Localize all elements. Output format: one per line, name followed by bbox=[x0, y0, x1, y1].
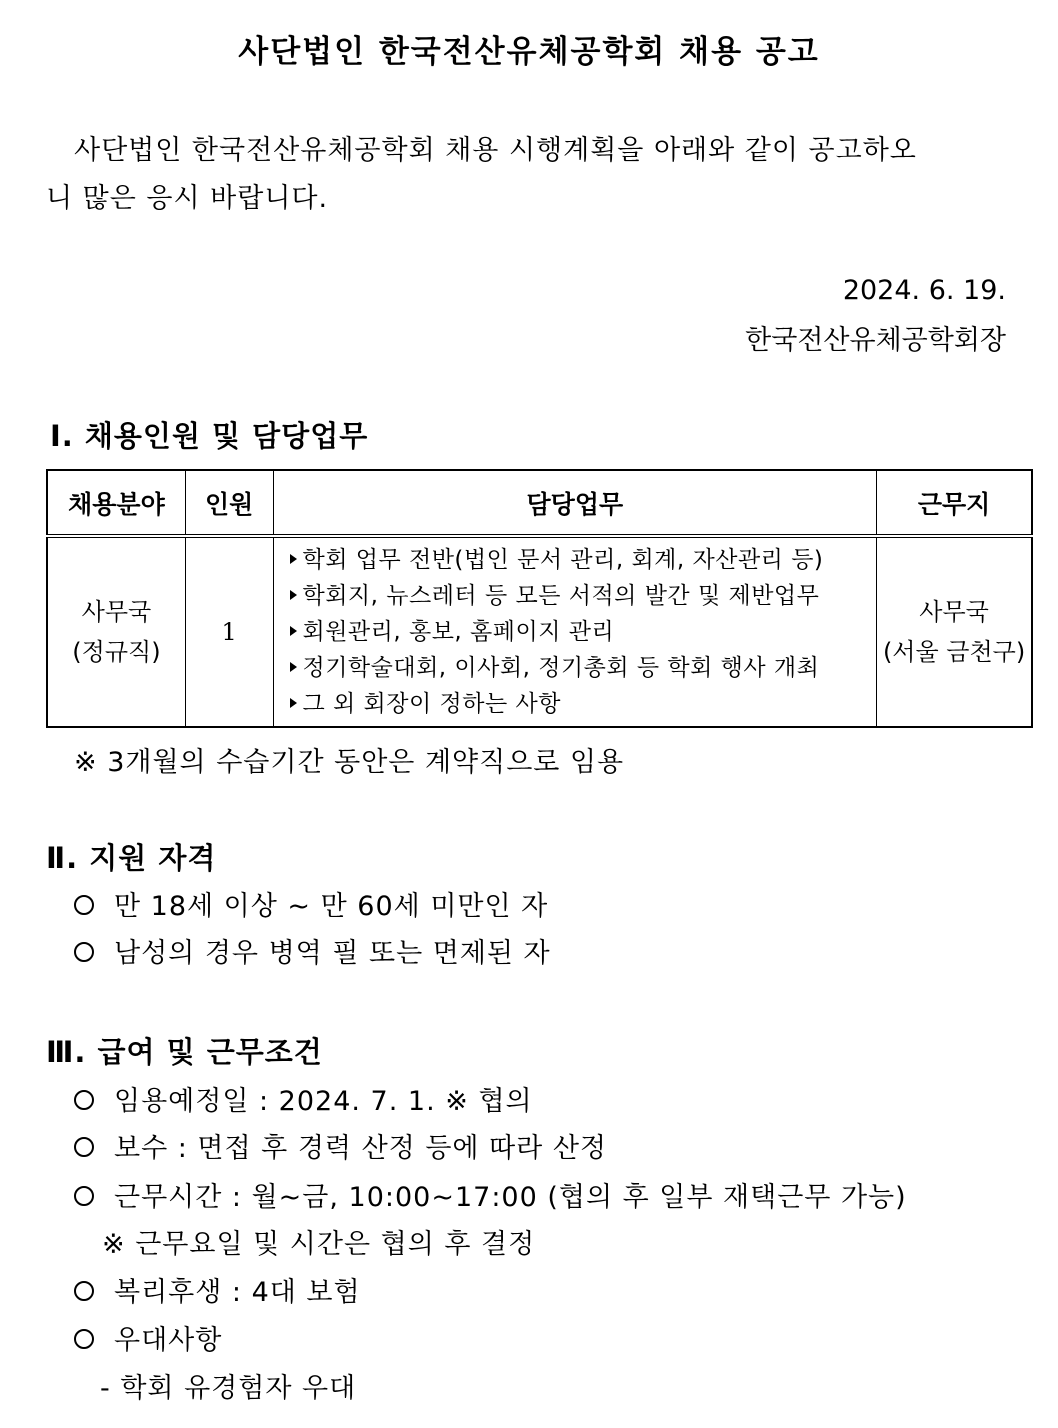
header-duties: 담당업무 bbox=[273, 470, 877, 536]
circle-bullet-icon bbox=[74, 1090, 94, 1110]
cell-field bbox=[47, 536, 185, 727]
cell-location bbox=[877, 536, 1032, 727]
circle-bullet-icon bbox=[74, 1137, 94, 1157]
triangle-bullet-icon bbox=[290, 626, 297, 636]
issuer: 한국전산유체공학회장 bbox=[745, 325, 1006, 356]
recruitment-table bbox=[46, 469, 1033, 728]
qualification-item: 남성의 경우 병역 필 또는 면제된 자 bbox=[74, 931, 551, 970]
circle-bullet-icon bbox=[74, 942, 94, 962]
triangle-bullet-icon bbox=[290, 698, 297, 708]
duty-item: 그 외 회장이 정하는 사항 bbox=[290, 686, 877, 722]
intro-line-1: 사단법인 한국전산유체공학회 채용 시행계획을 아래와 같이 공고하오 bbox=[74, 135, 917, 166]
field-name: 사무국 bbox=[81, 598, 152, 626]
triangle-bullet-icon bbox=[290, 590, 297, 600]
cell-duties bbox=[273, 536, 877, 727]
field-type: (정규직) bbox=[72, 638, 161, 666]
condition-item: 임용예정일 : 2024. 7. 1. ※ 협의 bbox=[74, 1079, 533, 1118]
qualification-item: 만 18세 이상 ~ 만 60세 미만인 자 bbox=[74, 884, 548, 923]
header-location: 근무지 bbox=[877, 470, 1032, 536]
section-2-heading: Ⅱ. 지원 자격 bbox=[46, 841, 217, 875]
hours-note: ※ 근무요일 및 시간은 협의 후 결정 bbox=[102, 1229, 536, 1260]
location-address: (서울 금천구) bbox=[882, 638, 1026, 666]
condition-item: 복리후생 : 4대 보험 bbox=[74, 1270, 361, 1309]
condition-item: 근무시간 : 월~금, 10:00~17:00 (협의 후 일부 재택근무 가능) bbox=[74, 1175, 907, 1214]
triangle-bullet-icon bbox=[290, 554, 297, 564]
duty-item: 회원관리, 홍보, 홈페이지 관리 bbox=[290, 614, 877, 650]
section-1-heading: Ⅰ. 채용인원 및 담당업무 bbox=[50, 419, 369, 453]
table-row bbox=[47, 536, 1032, 727]
cell-count: 1 bbox=[185, 536, 273, 727]
table-header-row bbox=[47, 470, 1032, 536]
header-count: 인원 bbox=[185, 470, 273, 536]
duty-item: 학회 업무 전반(법인 문서 관리, 회계, 자산관리 등) bbox=[290, 542, 877, 578]
circle-bullet-icon bbox=[74, 1329, 94, 1349]
duty-item: 학회지, 뉴스레터 등 모든 서적의 발간 및 제반업무 bbox=[290, 578, 877, 614]
location-name: 사무국 bbox=[919, 598, 989, 626]
intro-line-2: 니 많은 응시 바랍니다. bbox=[46, 183, 329, 214]
section-3-heading: Ⅲ. 급여 및 근무조건 bbox=[46, 1035, 323, 1069]
circle-bullet-icon bbox=[74, 895, 94, 915]
circle-bullet-icon bbox=[74, 1186, 94, 1206]
announcement-date: 2024. 6. 19. bbox=[842, 275, 1006, 306]
condition-item: 우대사항 bbox=[74, 1318, 222, 1357]
preference-detail: - 학회 유경험자 우대 bbox=[100, 1373, 357, 1404]
condition-item: 보수 : 면접 후 경력 산정 등에 따라 산정 bbox=[74, 1126, 607, 1165]
triangle-bullet-icon bbox=[290, 662, 297, 672]
page-title: 사단법인 한국전산유체공학회 채용 공고 bbox=[238, 34, 820, 70]
circle-bullet-icon bbox=[74, 1281, 94, 1301]
header-field: 채용분야 bbox=[47, 470, 185, 536]
duty-item: 정기학술대회, 이사회, 정기총회 등 학회 행사 개최 bbox=[290, 650, 877, 686]
probation-note: ※ 3개월의 수습기간 동안은 계약직으로 임용 bbox=[74, 747, 625, 778]
